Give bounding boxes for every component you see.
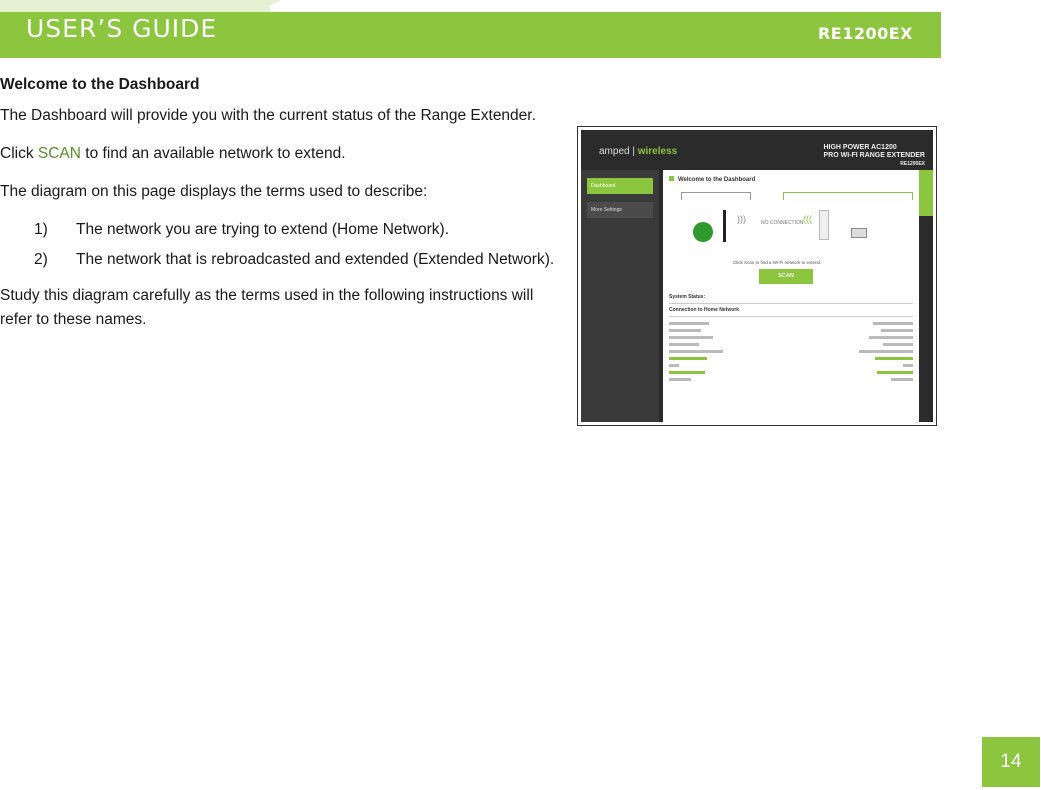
dashboard-screenshot [577, 126, 937, 426]
screenshot-sidebar [581, 170, 659, 422]
scan-hint: Click Scan to find a Wi-Fi network to extend. [733, 260, 822, 265]
screenshot-content [663, 170, 919, 422]
extended-network-bracket [783, 192, 913, 200]
click-prefix: Click [0, 145, 38, 162]
product-line-2: PRO WI-FI RANGE EXTENDER [823, 152, 925, 159]
document-body [0, 76, 560, 346]
section-heading: Welcome to the Dashboard [0, 76, 200, 93]
closing-paragraph: Study this diagram carefully as the terms used in the following instructions will refer to these names. [0, 287, 534, 328]
quick-setup-tab [919, 170, 933, 216]
screenshot-topbar [581, 130, 933, 170]
banner-accent-slant [255, 0, 281, 12]
product-line-3: RE1200EX [900, 161, 925, 167]
status-row [669, 376, 913, 383]
status-row [669, 341, 913, 348]
intro-paragraph: The Dashboard will provide you with the current status of the Range Extender. [0, 107, 536, 124]
status-row [669, 334, 913, 341]
range-extender-icon [819, 210, 829, 240]
home-network-bracket [681, 192, 751, 200]
product-name [823, 144, 925, 168]
screenshot-welcome-title: Welcome to the Dashboard [669, 176, 755, 183]
page-number: 14 [982, 737, 1040, 787]
list-text: The network you are trying to extend (Home Network). [76, 221, 450, 238]
guide-title: USER’S GUIDE [26, 14, 218, 43]
screenshot-frame [581, 130, 933, 422]
system-status-title: System Status: [669, 294, 706, 300]
banner-accent-strip [0, 0, 270, 12]
product-line-1: HIGH POWER AC1200 [823, 144, 897, 151]
click-suffix: to find an available network to extend. [80, 145, 346, 162]
header-banner [0, 0, 941, 58]
amped-wireless-logo: amped | wireless [599, 146, 678, 157]
system-status [669, 294, 913, 383]
terms-list [0, 218, 560, 272]
status-row [669, 348, 913, 355]
status-row [669, 369, 913, 376]
diagram-lead-paragraph: The diagram on this page displays the terms used to describe: [0, 183, 428, 200]
status-row [669, 320, 913, 327]
connection-title: Connection to Home Network [669, 307, 740, 313]
divider [669, 316, 913, 317]
status-row [669, 355, 913, 362]
nav-more-settings: More Settings [587, 202, 653, 218]
model-name: RE1200EX [817, 24, 913, 43]
no-connection-label: NO CONNECTION [761, 220, 804, 226]
wifi-waves-icon: ))) [737, 214, 746, 224]
scan-button: SCAN [759, 269, 813, 284]
internet-globe-icon [693, 222, 713, 242]
router-icon [723, 210, 726, 242]
divider [669, 303, 913, 304]
list-number: 1) [34, 221, 48, 238]
list-item [0, 248, 560, 272]
list-item [0, 218, 560, 242]
scan-keyword: SCAN [37, 145, 81, 162]
laptop-icon [851, 228, 867, 238]
list-text: The network that is rebroadcasted and extended (Extended Network). [76, 251, 555, 268]
list-number: 2) [34, 251, 48, 268]
nav-dashboard: Dashboard [587, 178, 653, 194]
status-row [669, 327, 913, 334]
click-scan-paragraph [0, 142, 560, 166]
wifi-waves-icon: ((( [803, 214, 812, 224]
status-row [669, 362, 913, 369]
